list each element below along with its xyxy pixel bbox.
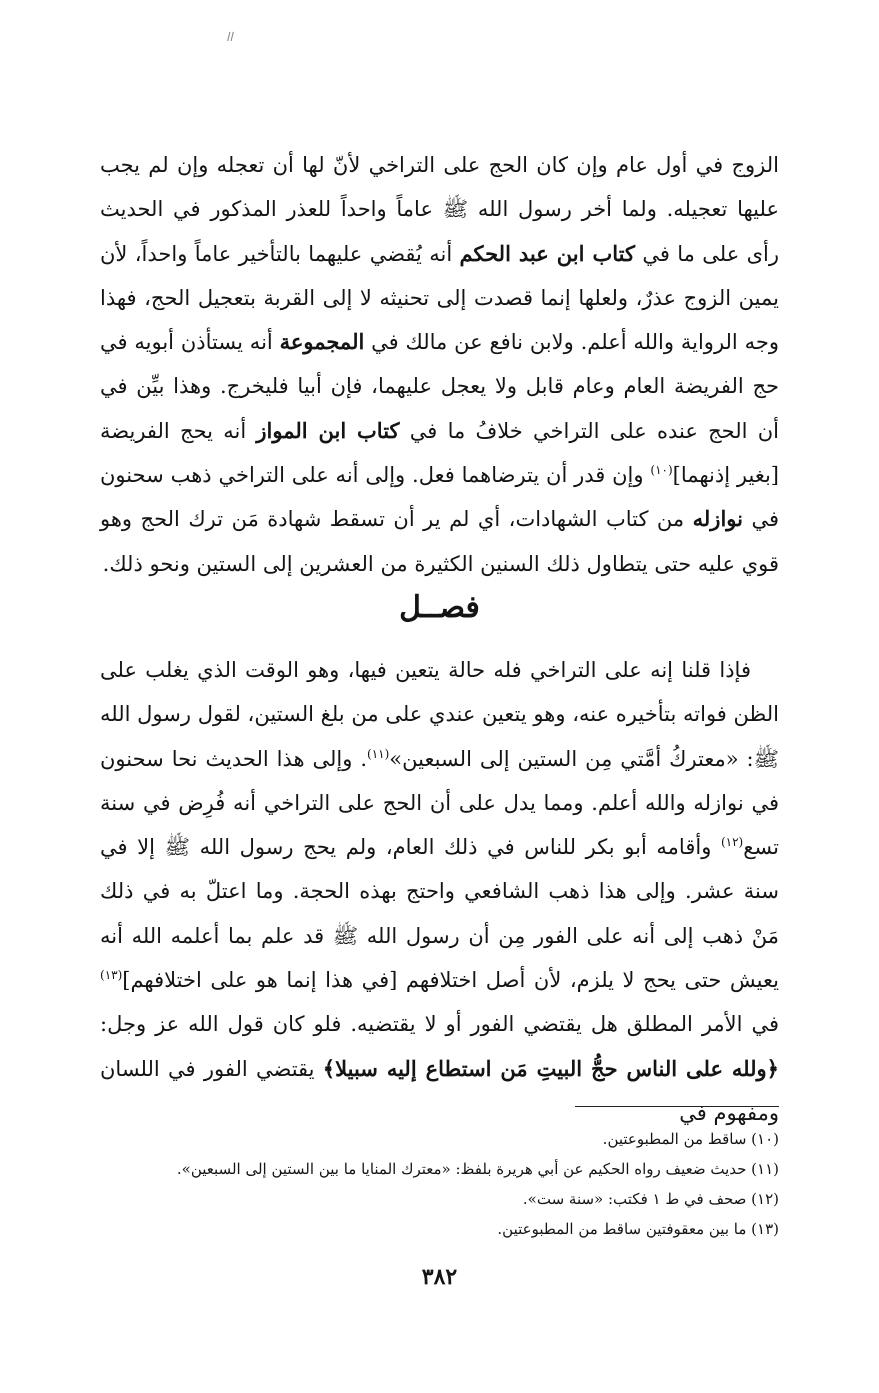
text-span: أنه يحج الفريضة [بغير إذنهما] [100, 418, 779, 488]
text-span: . وإلى هذا الحديث نحا سحنون في نوازله والله أعلم. ومما يدل على أن الحج على التراخي أنه فُرِض في سنة تسع [100, 746, 779, 860]
footnote-11: (١١) حديث ضعيف رواه الحكيم عن أبي هريرة بلفظ: «معترك المنايا ما بين الستين إلى السبعين». [176, 1160, 779, 1178]
footnote-ref: (١٢) [720, 835, 744, 850]
paragraph-1 [100, 143, 779, 586]
margin-mark: ﺍﺍ [226, 30, 233, 44]
footnote-13: (١٣) ما بين معقوفتين ساقط من المطبوعتين. [497, 1220, 779, 1238]
heading-text: فصــل [399, 590, 480, 625]
bold-reference: كتاب ابن عبد الحكم [459, 240, 635, 266]
footnote-12: (١٢) صحف في ط ١ فكتب: «سنة ست». [522, 1190, 779, 1208]
footnote-ref: (١٠) [650, 463, 673, 478]
section-heading [0, 590, 879, 627]
paragraph-2 [100, 648, 779, 1135]
bold-reference: نوازله [692, 506, 743, 532]
text-span: وأقامه أبو بكر للناس في ذلك العام، ولم يحج رسول الله ﷺ إلا في سنة عشر. وإلى هذا ذهب الشافعي واحتج بهذه الحجة. وما اعتلّ به في ذلك مَنْ ذهب إلى أنه على الفور مِن أن رسول الله ﷺ قد علم بما أعلمه الله أنه يعيش حتى يحج لا يلزم، لأن أصل اختلافهم [في هذا إنما هو على اختلافهم] [100, 835, 779, 993]
text-span: فإذا قلنا إنه على التراخي فله حالة يتعين فيها، وهو الوقت الذي يغلب على الظن فواته بتأخيره عنه، وهو يتعين عندي على من بلغ الستين، لقول رسول الله ﷺ: «معتركُ أمَّتي مِن الستين إلى السبعين» [100, 658, 779, 771]
text-span: وإن قدر أن يترضاهما فعل. وإلى أنه على التراخي ذهب سحنون في [100, 463, 779, 532]
footnotes [100, 1124, 779, 1244]
footnote-ref: (١٣) [100, 968, 123, 983]
page-number: ٣٨٢ [421, 1264, 458, 1290]
text-span: أنه يُقضي عليهما بالتأخير عاماً واحداً، لأن يمين الزوج عذرٌ، ولعلها إنما قصدت إلى تحنيثه لا إلى القربة بتعجيل الحج، فهذا وجه الرواية والله أعلم. ولابن نافع عن مالك في [100, 241, 779, 355]
bold-reference: المجموعة [279, 329, 365, 355]
text-span: يقتضي الفور في اللسان ومفهوم في [100, 1056, 779, 1125]
quran-verse: ﴿ولله على الناس حجُّ البيتِ مَن استطاع إليه سبيلا﴾ [322, 1055, 779, 1081]
text-span: من كتاب الشهادات، أي لم ير أن تسقط شهادة مَن ترك الحج وهو قوي عليه حتى يتطاول ذلك السنين الكثيرة من العشرين إلى الستين ونحو ذلك. [100, 507, 779, 576]
footnote-ref: (١١) [367, 746, 390, 761]
text-span: أنه يستأذن أبويه في حج الفريضة العام وعام قابل ولا يعجل عليهما، فإن أبيا فليخرج. وهذا بيِّن في أن الحج عنده على التراخي خلافُ ما في [100, 330, 779, 443]
text-span: في الأمر المطلق هل يقتضي الفور أو لا يقتضيه. فلو كان قول الله عز وجل: [100, 1012, 779, 1037]
footnote-divider [575, 1106, 779, 1107]
bold-reference: كتاب ابن المواز [256, 417, 400, 443]
footnote-10: (١٠) ساقط من المطبوعتين. [602, 1130, 779, 1148]
text-span: الزوج في أول عام وإن كان الحج على التراخي لأنّ لها أن تعجله وإن لم يجب عليها تعجيله. ولما أخر رسول الله ﷺ عاماً واحداً للعذر المذكور في الحديث رأى على ما في [100, 153, 780, 266]
